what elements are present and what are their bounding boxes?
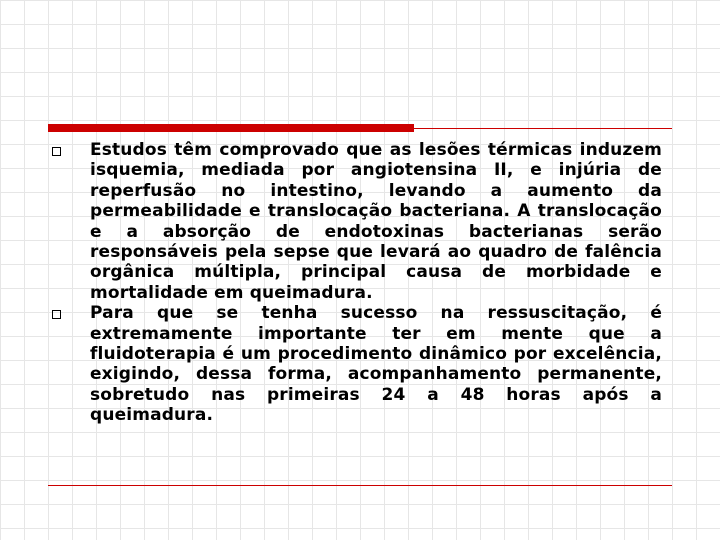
bullet-text: Estudos têm comprovado que as lesões térmicas induzem isquemia, mediada por angiotensina II, e injúria de reperfusão no intestino, levando a aumento da permeabilidade e translocação bacteriana. A translocação e a absorção de endotoxinas bacterianas serão responsáveis pela sepse que levará ao quadro de falência orgânica múltipla, principal causa de morbidade e mortalidade em queimadura.: [90, 140, 662, 303]
list-item: [46, 140, 662, 303]
bullet-text: Para que se tenha sucesso na ressuscitação, é extremamente importante ter em mente que a fluidoterapia é um procedimento dinâmico por excelência, exigindo, dessa forma, acompanhamento permanente, sobretudo nas primeiras 24 a 48 horas após a queimadura.: [90, 303, 662, 426]
square-bullet-icon: [52, 310, 61, 319]
square-bullet-icon: [52, 147, 61, 156]
top-divider: [48, 128, 672, 129]
bottom-divider: [48, 485, 672, 486]
bullet-list: [46, 140, 662, 426]
list-item: [46, 303, 662, 425]
